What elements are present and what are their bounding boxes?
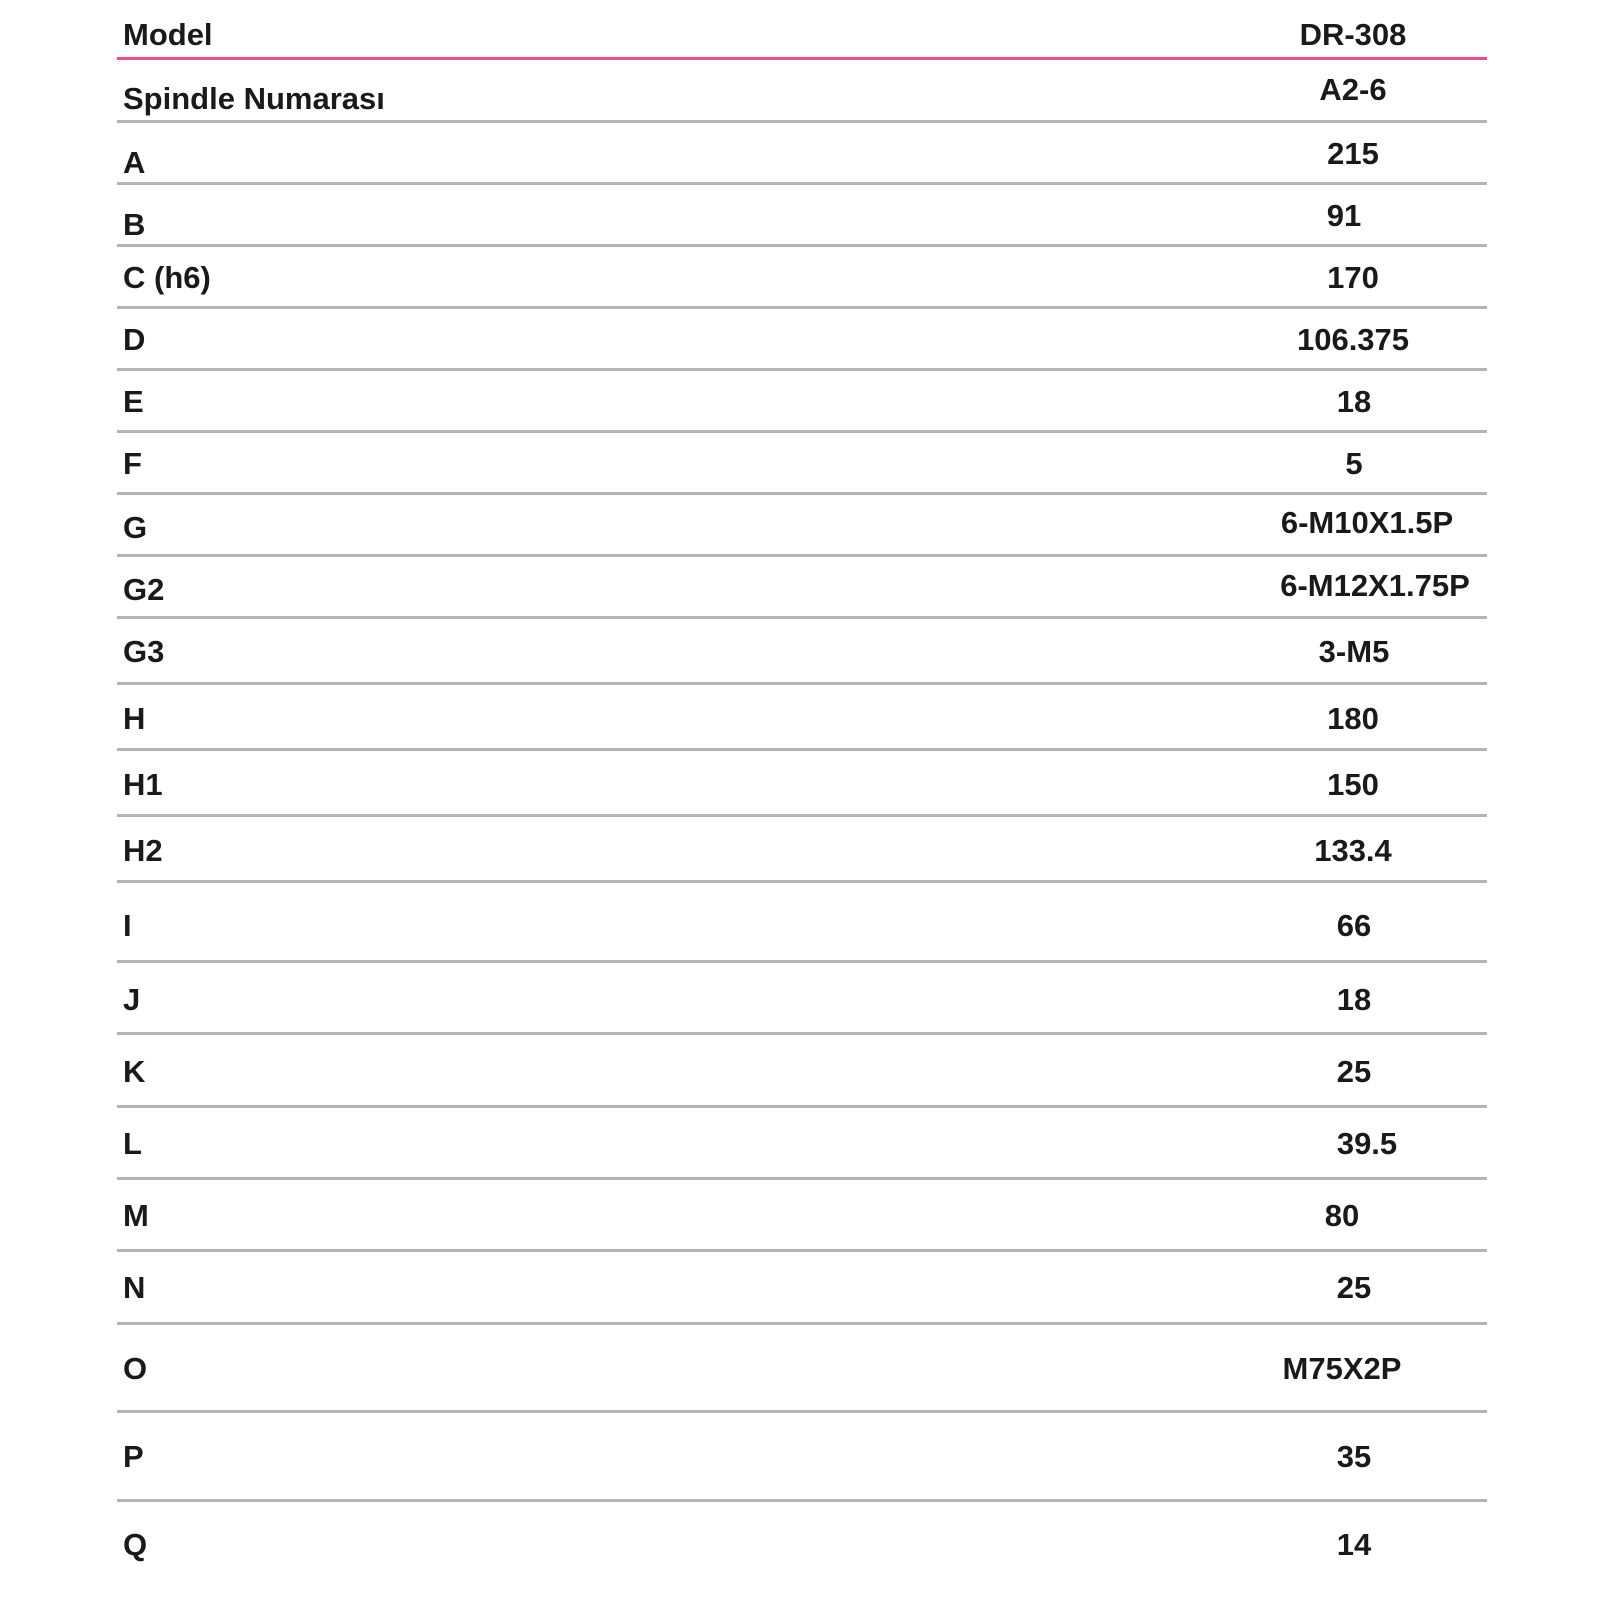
row-value: 35 <box>1336 1439 1372 1474</box>
table-row <box>117 185 1487 247</box>
row-label: D <box>123 322 146 357</box>
row-label: G3 <box>123 634 165 669</box>
row-value: 91 <box>1326 198 1362 233</box>
row-value: M75X2P <box>1282 1351 1402 1386</box>
table-row <box>117 495 1487 557</box>
row-value: 66 <box>1336 908 1372 943</box>
row-label: E <box>123 384 144 419</box>
row-label: G2 <box>123 572 165 607</box>
row-label: A <box>123 145 146 180</box>
row-value: 106.375 <box>1296 322 1410 357</box>
spec-table <box>117 0 1487 1582</box>
table-row <box>117 123 1487 185</box>
table-header-row <box>117 0 1487 60</box>
table-row <box>117 1325 1487 1413</box>
row-label: L <box>123 1126 142 1161</box>
row-label: M <box>123 1198 149 1233</box>
table-row <box>117 557 1487 619</box>
row-value: 18 <box>1336 384 1372 419</box>
row-value: 180 <box>1327 701 1379 736</box>
table-row <box>117 1252 1487 1325</box>
row-value: 25 <box>1336 1054 1372 1089</box>
table-row <box>117 309 1487 371</box>
row-value: 6-M10X1.5P <box>1280 505 1454 540</box>
table-row <box>117 433 1487 495</box>
row-value: 5 <box>1345 446 1363 481</box>
row-label: J <box>123 982 141 1017</box>
row-label: H1 <box>123 767 163 802</box>
row-value: 133.4 <box>1314 833 1392 868</box>
row-label: P <box>123 1439 144 1474</box>
row-value: 80 <box>1324 1198 1360 1233</box>
row-value: 39.5 <box>1336 1126 1398 1161</box>
row-label: K <box>123 1054 146 1089</box>
row-label: O <box>123 1351 148 1386</box>
model-header-value: DR-308 <box>1299 17 1407 52</box>
table-row <box>117 883 1487 963</box>
table-row <box>117 1413 1487 1502</box>
row-value: 150 <box>1327 767 1379 802</box>
row-value: 14 <box>1336 1527 1372 1562</box>
table-row <box>117 685 1487 751</box>
table-row <box>117 60 1487 123</box>
table-row <box>117 1108 1487 1180</box>
row-value: 18 <box>1336 982 1372 1017</box>
row-value: 170 <box>1327 260 1379 295</box>
table-row <box>117 247 1487 309</box>
row-label: I <box>123 908 132 943</box>
table-row <box>117 963 1487 1035</box>
row-label: C (h6) <box>123 260 211 295</box>
row-label: G <box>123 510 148 545</box>
model-header-label: Model <box>123 17 213 52</box>
row-label: Spindle Numarası <box>123 81 385 116</box>
row-label: F <box>123 446 142 481</box>
row-label: H <box>123 701 146 736</box>
row-value: 215 <box>1327 136 1379 171</box>
table-row <box>117 751 1487 817</box>
row-label: H2 <box>123 833 163 868</box>
row-value: 25 <box>1336 1270 1372 1305</box>
table-row <box>117 371 1487 433</box>
table-row <box>117 1502 1487 1582</box>
table-row <box>117 817 1487 883</box>
table-row <box>117 1035 1487 1108</box>
row-label: B <box>123 207 146 242</box>
row-label: Q <box>123 1527 148 1562</box>
table-row <box>117 1180 1487 1252</box>
table-row <box>117 619 1487 685</box>
row-label: N <box>123 1270 146 1305</box>
row-value: 3-M5 <box>1318 634 1390 669</box>
row-value: 6-M12X1.75P <box>1280 568 1470 603</box>
row-value: A2-6 <box>1319 72 1387 107</box>
